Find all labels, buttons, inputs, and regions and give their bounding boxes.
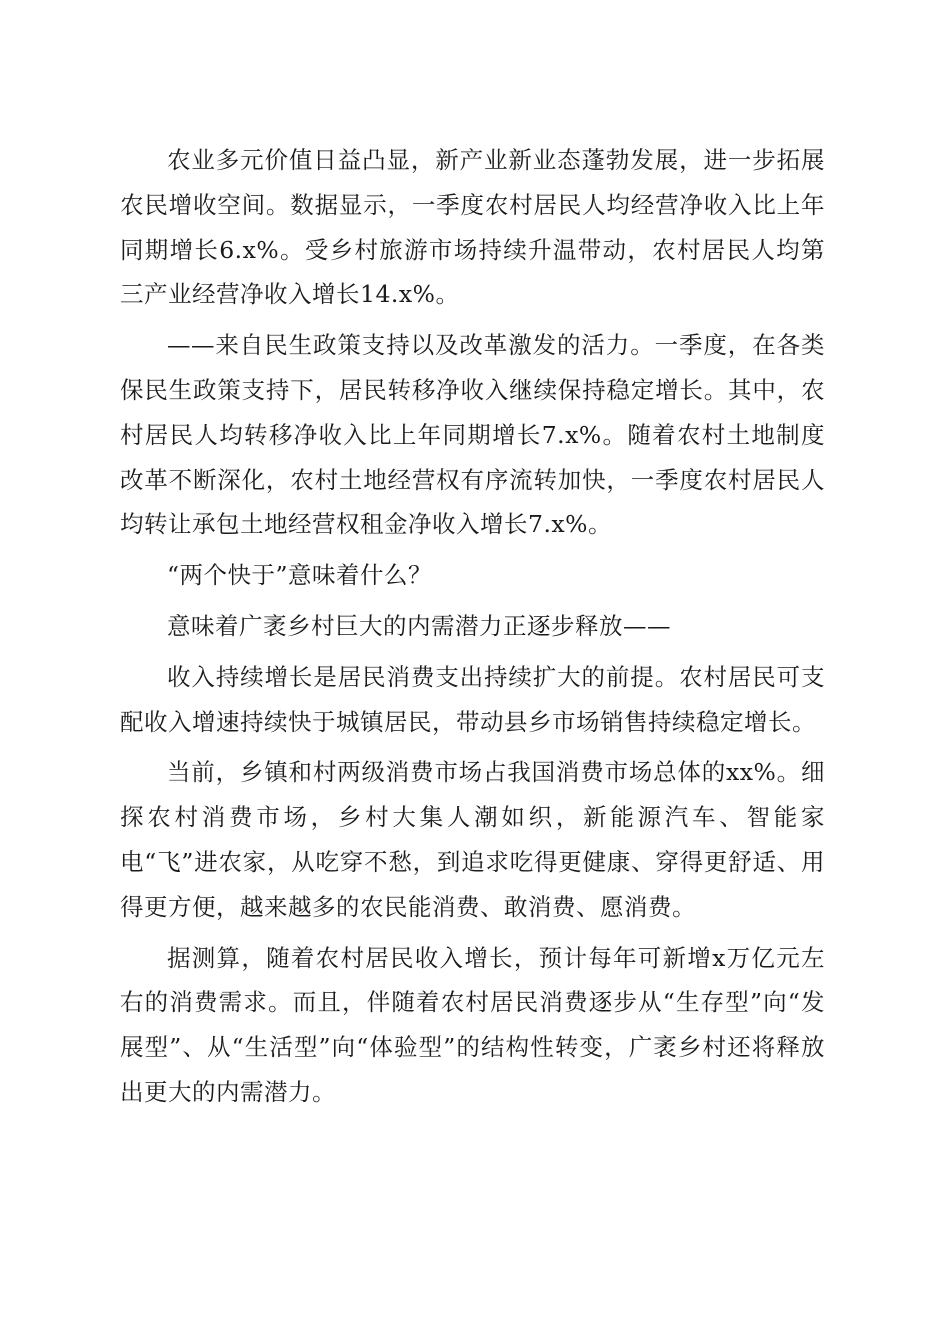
paragraph-answer-lead: 意味着广袤乡村巨大的内需潜力正逐步释放—— [167, 611, 671, 640]
paragraph-policy-support: ——来自民生政策支持以及改革激发的活力。一季度，在各类保民生政策支持下，居民转移净收入继续保持稳定增长。其中，农村居民人均转移净收入比上年同期增长7.x%。随着农村土地制度改革不断深化，农村土地经营权有序流转加快，一季度农村居民人均转让承包土地经营权租金净收入增长7.x%。 [120, 331, 825, 539]
paragraph-agriculture-income: 农业多元价值日益凸显，新产业新业态蓬勃发展，进一步拓展农民增收空间。数据显示，一季度农村居民人均经营净收入比上年同期增长6.x%。受乡村旅游市场持续升温带动，农村居民人均第三产业经营净收入增长14.x%。 [120, 146, 825, 309]
paragraph-income-consumption: 收入持续增长是居民消费支出持续扩大的前提。农村居民可支配收入增速持续快于城镇居民，带动县乡市场销售持续稳定增长。 [120, 662, 825, 736]
paragraph-rural-market: 当前，乡镇和村两级消费市场占我国消费市场总体的xx%。细探农村消费市场，乡村大集人潮如织，新能源汽车、智能家电“飞”进农家，从吃穿不愁，到追求吃得更健康、穿得更舒适、用得更方便，越来越多的农民能消费、敢消费、愿消费。 [120, 758, 825, 921]
paragraph-demand-potential: 据测算，随着农村居民收入增长，预计每年可新增x万亿元左右的消费需求。而且，伴随着农村居民消费逐步从“生存型”向“发展型”、从“生活型”向“体验型”的结构性转变，广袤乡村还将释放出更大的内需潜力。 [120, 943, 825, 1106]
paragraph-question-heading: “两个快于”意味着什么？ [167, 561, 433, 590]
document-body [120, 138, 825, 1115]
